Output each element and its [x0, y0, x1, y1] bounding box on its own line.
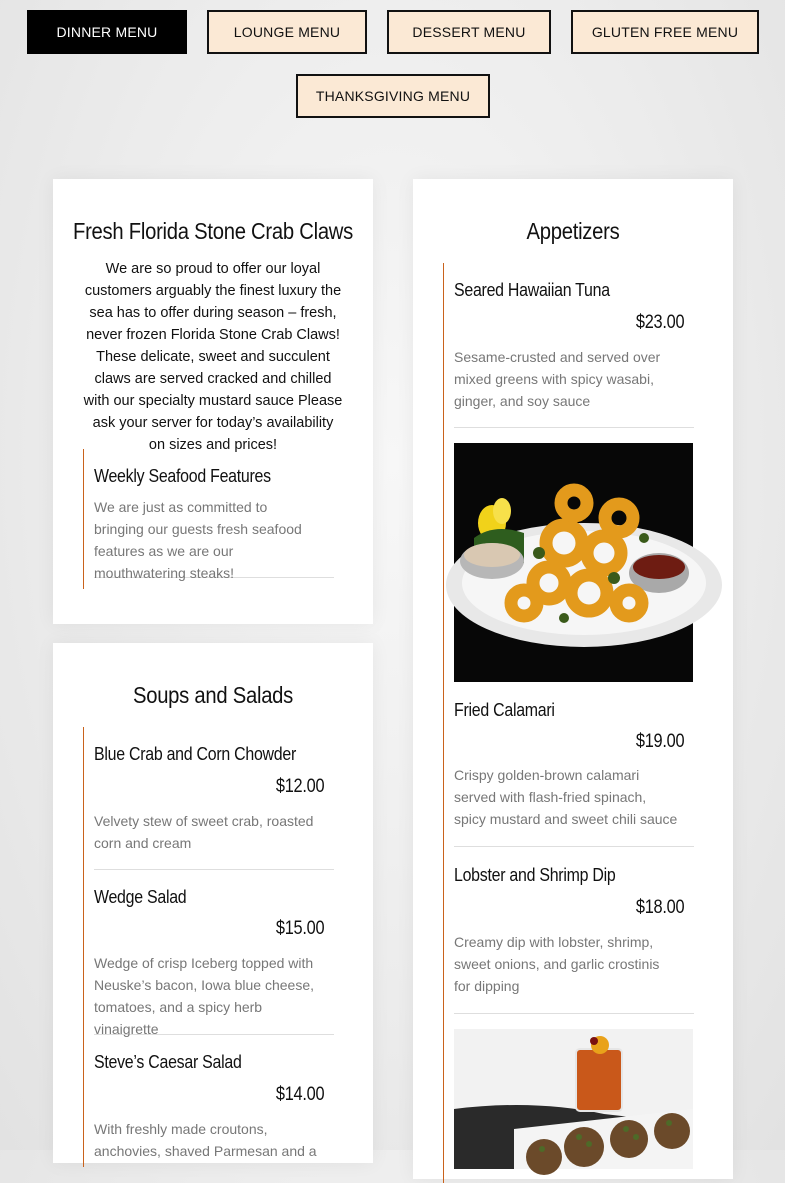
item-description: Creamy dip with lobster, shrimp, sweet onions, and garlic crostinis for dipping	[454, 934, 660, 994]
item-price: $23.00	[635, 312, 684, 333]
item-price: $12.00	[275, 776, 324, 797]
item-description: Velvety stew of sweet crab, roasted corn and cream	[94, 813, 314, 851]
stone-crab-intro: We are so proud to offer our loyal customers arguably the finest luxury the sea has to offer during season – fresh, never frozen Florida Stone Crab Claws! These delicate, sweet and succulent claws are served cracked and chilled with our specialty mustard sauce Please ask your server for today’s availability on sizes and prices!	[83, 261, 343, 453]
item-name: Lobster and Shrimp Dip	[454, 864, 616, 885]
list-item	[94, 727, 334, 870]
item-description: Wedge of crisp Iceberg topped with Neuske’s bacon, Iowa blue cheese, tomatoes, and a spicy herb vinaigrette	[94, 955, 314, 1037]
tab-dinner-menu[interactable]: DINNER MENU	[27, 10, 187, 54]
tab-gluten-free-menu[interactable]: GLUTEN FREE MENU	[571, 10, 759, 54]
tab-thanksgiving-menu[interactable]: THANKSGIVING MENU	[296, 74, 490, 118]
item-description: Sesame-crusted and served over mixed greens with spicy wasabi, ginger, and soy sauce	[454, 349, 661, 409]
item-price: $14.00	[275, 1084, 324, 1105]
soups-salads-list	[83, 727, 334, 1167]
list-item	[454, 847, 694, 1014]
tab-lounge-menu[interactable]: LOUNGE MENU	[207, 10, 367, 54]
list-item	[94, 449, 334, 581]
list-item	[454, 682, 694, 847]
list-item	[94, 870, 334, 1035]
tab-dessert-menu[interactable]: DESSERT MENU	[387, 10, 551, 54]
item-name: Steve’s Caesar Salad	[94, 1051, 242, 1072]
soups-salads-title: Soups and Salads	[132, 682, 294, 708]
appetizers-title: Appetizers	[526, 218, 620, 244]
menu-tabs	[0, 0, 785, 130]
item-name: Seared Hawaiian Tuna	[454, 279, 610, 300]
item-price: $15.00	[275, 918, 324, 939]
item-price: $19.00	[635, 731, 684, 752]
item-name: Wedge Salad	[94, 886, 187, 907]
seafood-features-list	[83, 449, 334, 589]
item-name: Fried Calamari	[454, 699, 555, 720]
item-name: Blue Crab and Corn Chowder	[94, 743, 297, 764]
calamari-photo	[454, 443, 693, 682]
meatballs-cocktail-photo	[454, 1029, 693, 1169]
appetizers-card	[413, 179, 733, 1179]
item-description: Crispy golden-brown calamari served with flash-fried spinach, spicy mustard and sweet chili sauce	[454, 767, 678, 827]
list-item	[94, 1035, 334, 1175]
item-description: With freshly made croutons, anchovies, shaved Parmesan and a	[94, 1121, 317, 1159]
item-description: We are just as committed to bringing our guests fresh seafood features as we are our mouthwatering steaks!	[94, 499, 302, 581]
stone-crab-title: Fresh Florida Stone Crab Claws	[72, 218, 354, 244]
appetizers-list	[443, 263, 694, 1183]
item-name: Weekly Seafood Features	[94, 465, 271, 486]
list-item	[454, 263, 694, 428]
stone-crab-card	[53, 179, 373, 624]
item-price: $18.00	[635, 897, 684, 918]
soups-salads-card	[53, 643, 373, 1163]
